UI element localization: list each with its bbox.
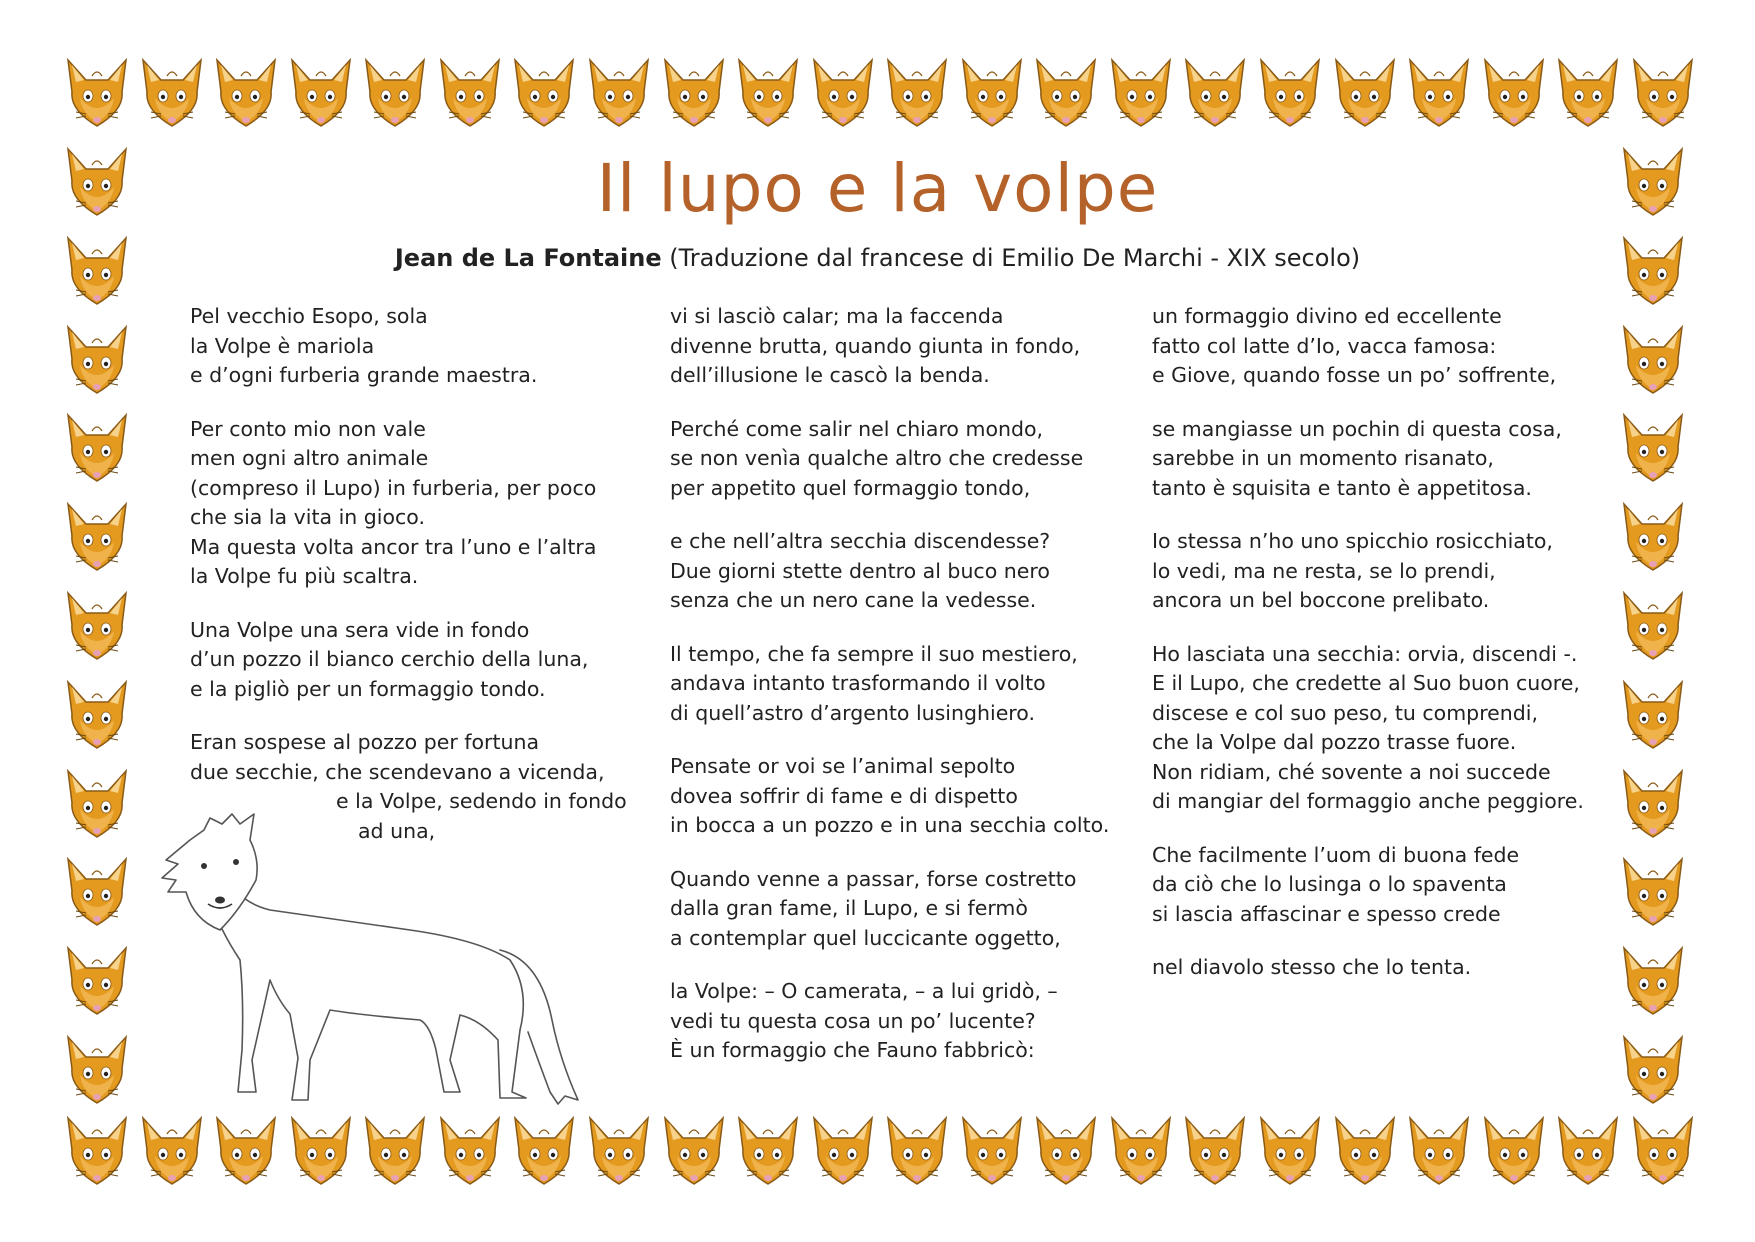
stanza	[1152, 302, 1592, 391]
fox-face-icon	[137, 1116, 207, 1188]
fox-face-icon	[509, 1116, 579, 1188]
poem-line: divenne brutta, quando giunta in fondo,	[670, 333, 1081, 358]
fox-face-icon	[62, 857, 132, 929]
poem-line: Non ridiam, ché sovente a noi succede	[1152, 759, 1551, 784]
fox-face-icon	[957, 58, 1027, 130]
poem-column-2	[670, 302, 1110, 1090]
stanza	[1152, 841, 1592, 930]
fox-face-icon	[1404, 58, 1474, 130]
poem-line: Quando venne a passar, forse costretto	[670, 866, 1077, 891]
poem-line: nel diavolo stesso che lo tenta.	[1152, 955, 1472, 979]
poem-line: Pel vecchio Esopo, sola	[190, 304, 428, 328]
fox-face-icon	[62, 680, 132, 752]
fox-face-icon	[1618, 769, 1688, 841]
poem-line: che sia la vita in gioco.	[190, 505, 425, 529]
poem-line: ad una,	[358, 818, 436, 843]
poem-line: vedi tu questa cosa un po’ lucente?	[670, 1008, 1036, 1033]
stanza	[1152, 640, 1592, 817]
fox-face-icon	[1106, 58, 1176, 130]
fox-border-right	[1618, 147, 1698, 1107]
poem-line: due secchie, che scendevano a vicenda,	[190, 759, 605, 784]
fox-face-icon	[584, 1116, 654, 1188]
fox-face-icon	[211, 58, 281, 130]
fox-face-icon	[62, 413, 132, 485]
poem-line: tanto è squisita e tanto è appetitosa.	[1152, 475, 1532, 500]
stanza	[670, 302, 1110, 391]
poem-line: fatto col latte d’Io, vacca famosa:	[1152, 333, 1497, 358]
poem-line: senza che un nero cane la vedesse.	[670, 588, 1037, 612]
fox-face-icon	[1255, 1116, 1325, 1188]
stanza	[670, 977, 1110, 1066]
poem-line: (compreso il Lupo) in furberia, per poco	[190, 475, 597, 500]
fox-face-icon	[882, 1116, 952, 1188]
stanza	[670, 640, 1110, 729]
fox-face-icon	[1618, 1035, 1688, 1107]
fox-face-icon	[1031, 58, 1101, 130]
poem-line: e la Volpe, sedendo in fondo	[336, 789, 627, 813]
fox-face-icon	[435, 1116, 505, 1188]
poem-line: dovea soffrir di fame e di dispetto	[670, 783, 1018, 808]
stanza	[1152, 953, 1592, 983]
poem-line: È un formaggio che Fauno fabbricò:	[670, 1038, 1035, 1062]
poem-line: Eran sospese al pozzo per fortuna	[190, 730, 540, 754]
fox-face-icon	[1255, 58, 1325, 130]
stanza	[190, 302, 630, 391]
poem-line: Per conto mio non vale	[190, 416, 426, 441]
stanza	[1152, 527, 1592, 616]
fox-face-icon	[1628, 1116, 1698, 1188]
stanza	[670, 527, 1110, 616]
fox-face-icon	[733, 1116, 803, 1188]
poem-line: Ma questa volta ancor tra l’uno e l’altra	[190, 534, 597, 559]
poem-line: dell’illusione le cascò la benda.	[670, 363, 990, 387]
poem-line: d’un pozzo il bianco cerchio della luna,	[190, 647, 589, 671]
page-subtitle	[0, 244, 1755, 272]
fox-face-icon	[584, 58, 654, 130]
poem-line: si lascia affascinar e spesso crede	[1152, 901, 1501, 926]
fox-border-bottom	[62, 1116, 1698, 1196]
fox-face-icon	[62, 58, 132, 130]
poem-line: se mangiasse un pochin di questa cosa,	[1152, 416, 1562, 441]
stanza	[190, 616, 630, 705]
page-title: Il lupo e la volpe	[596, 150, 1159, 227]
fox-face-icon	[62, 1035, 132, 1107]
poem-line: se non venìa qualche altro che credesse	[670, 446, 1084, 470]
poem-line: Io stessa n’ho uno spicchio rosicchiato,	[1152, 529, 1553, 553]
poem-line: men ogni altro animale	[190, 446, 429, 470]
poem-line: Una Volpe una sera vide in fondo	[190, 617, 530, 642]
poem-line: di quell’astro d’argento lusinghiero.	[670, 700, 1035, 725]
fox-face-icon	[62, 769, 132, 841]
fox-face-icon	[137, 58, 207, 130]
poem-line: a contemplar quel luccicante oggetto,	[670, 925, 1061, 950]
fox-face-icon	[1330, 58, 1400, 130]
poem-line: Perché come salir nel chiaro mondo,	[670, 416, 1044, 441]
fox-face-icon	[1618, 502, 1688, 574]
poem-line: Ho lasciata una secchia: orvia, discendi -.	[1152, 641, 1578, 666]
poem-line: sarebbe in un momento risanato,	[1152, 446, 1494, 470]
poem-line: Due giorni stette dentro al buco nero	[670, 558, 1050, 583]
poem-line: in bocca a un pozzo e in una secchia colto.	[670, 813, 1110, 837]
poem-line: Il tempo, che fa sempre il suo mestiero,	[670, 641, 1078, 666]
poem-line: di mangiar del formaggio anche peggiore.	[1152, 789, 1584, 813]
poem-line: la Volpe è mariola	[190, 333, 375, 358]
fox-face-icon	[286, 1116, 356, 1188]
fox-face-icon	[62, 325, 132, 397]
poem-line: Pensate or voi se l’animal sepolto	[670, 754, 1016, 778]
fox-face-icon	[360, 58, 430, 130]
fox-face-icon	[1404, 1116, 1474, 1188]
poem-line: andava intanto trasformando il volto	[670, 671, 1046, 695]
poem-line: dalla gran fame, il Lupo, e si fermò	[670, 896, 1028, 920]
poem-line: vi si lasciò calar; ma la faccenda	[670, 304, 1004, 328]
fox-face-icon	[1618, 946, 1688, 1018]
poem-line: lo vedi, ma ne resta, se lo prendi,	[1152, 558, 1496, 583]
stanza	[1152, 415, 1592, 504]
fox-face-icon	[1180, 1116, 1250, 1188]
fox-face-icon	[659, 58, 729, 130]
fox-face-icon	[1180, 58, 1250, 130]
fox-face-icon	[62, 502, 132, 574]
fox-face-icon	[1553, 58, 1623, 130]
fox-face-icon	[1618, 325, 1688, 397]
poem-line: un formaggio divino ed eccellente	[1152, 304, 1502, 328]
fox-face-icon	[62, 591, 132, 663]
stanza	[670, 415, 1110, 504]
fox-face-icon	[1106, 1116, 1176, 1188]
poem-line: discese e col suo peso, tu comprendi,	[1152, 700, 1538, 725]
fox-face-icon	[1618, 413, 1688, 485]
poem-line: da ciò che lo lusinga o lo spaventa	[1152, 872, 1507, 896]
fox-face-icon	[509, 58, 579, 130]
fox-face-icon	[882, 58, 952, 130]
poem-line: e la pigliò per un formaggio tondo.	[190, 676, 546, 701]
fox-face-icon	[659, 1116, 729, 1188]
fox-face-icon	[808, 58, 878, 130]
poem-line: e che nell’altra secchia discendesse?	[670, 529, 1051, 553]
fox-border-top	[62, 58, 1698, 138]
fox-face-icon	[1479, 1116, 1549, 1188]
fox-face-icon	[733, 58, 803, 130]
poem-column-3	[1152, 302, 1592, 1007]
stanza	[190, 415, 630, 592]
fox-face-icon	[1553, 1116, 1623, 1188]
poem-column-1	[190, 302, 630, 870]
fox-face-icon	[1628, 58, 1698, 130]
fox-face-icon	[957, 1116, 1027, 1188]
fox-face-icon	[360, 1116, 430, 1188]
fox-face-icon	[211, 1116, 281, 1188]
fox-face-icon	[286, 58, 356, 130]
fox-face-icon	[1618, 680, 1688, 752]
fox-face-icon	[1479, 58, 1549, 130]
fox-face-icon	[1031, 1116, 1101, 1188]
fox-border-left	[62, 147, 142, 1107]
translation-note: (Traduzione dal francese di Emilio De Marchi - XIX secolo)	[669, 244, 1361, 272]
poem-line: e Giove, quando fosse un po’ soffrente,	[1152, 363, 1557, 387]
fox-face-icon	[808, 1116, 878, 1188]
fox-face-icon	[1618, 591, 1688, 663]
stanza	[670, 865, 1110, 954]
stanza	[670, 752, 1110, 841]
fox-face-icon	[62, 946, 132, 1018]
poem-line: la Volpe: – O camerata, – a lui gridò, –	[670, 979, 1058, 1003]
poem-line: che la Volpe dal pozzo trasse fuore.	[1152, 730, 1517, 754]
author-name: Jean de La Fontaine	[394, 244, 662, 272]
poem-line: ancora un bel boccone prelibato.	[1152, 588, 1490, 612]
poem-line: per appetito quel formaggio tondo,	[670, 475, 1031, 500]
fox-face-icon	[62, 1116, 132, 1188]
fox-face-icon	[1618, 857, 1688, 929]
poem-line: E il Lupo, che credette al Suo buon cuore,	[1152, 671, 1580, 695]
poem-line: e d’ogni furberia grande maestra.	[190, 363, 538, 387]
wolf-drawing	[160, 800, 620, 1120]
poem-line: la Volpe fu più scaltra.	[190, 564, 419, 588]
fox-face-icon	[1330, 1116, 1400, 1188]
poem-line: Che facilmente l’uom di buona fede	[1152, 842, 1520, 867]
fox-face-icon	[435, 58, 505, 130]
